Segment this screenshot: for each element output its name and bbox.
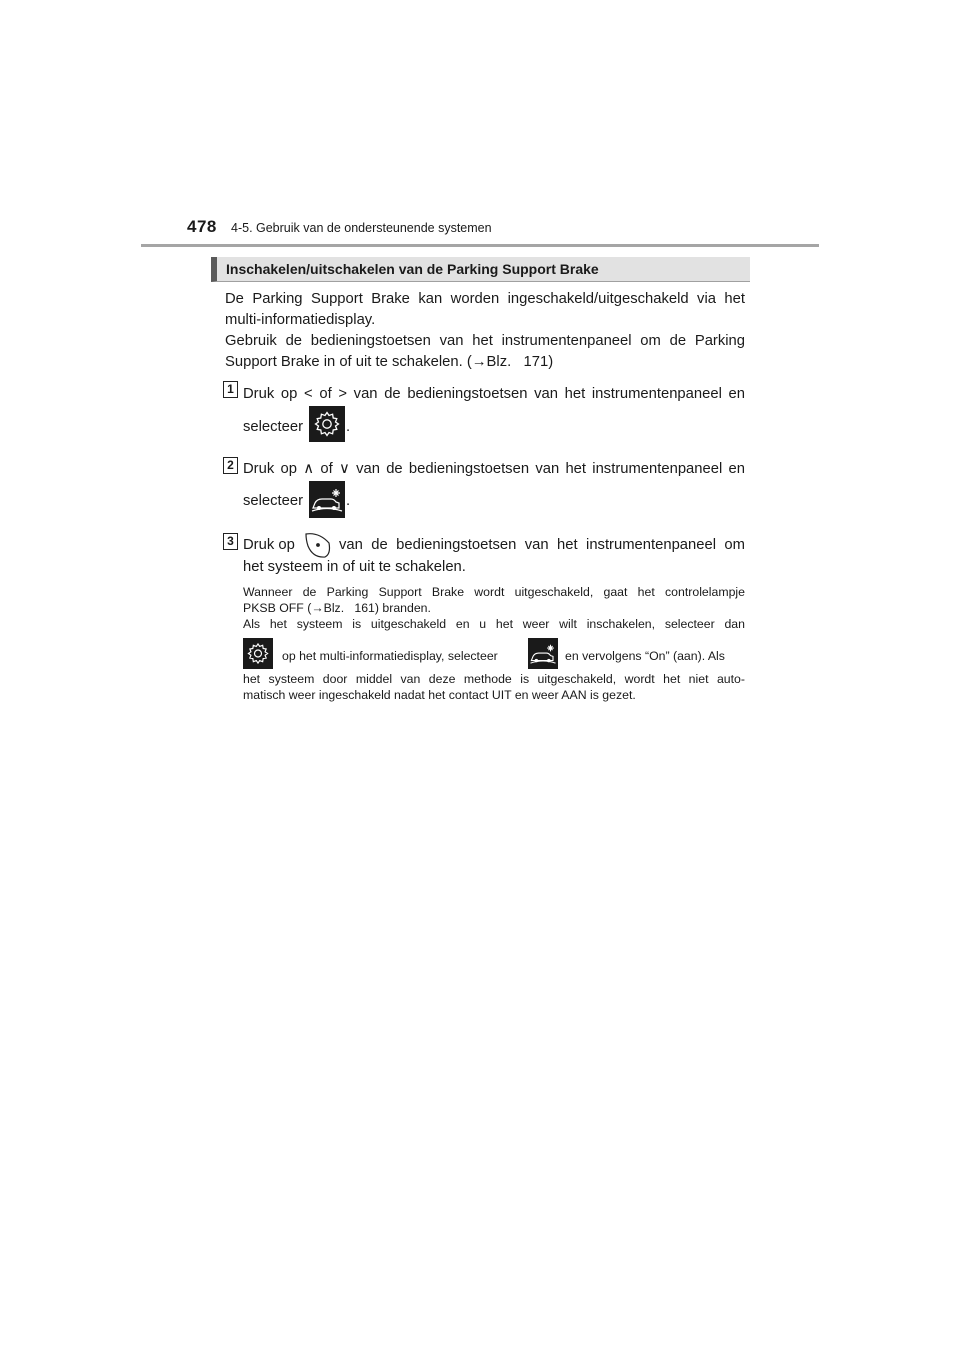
note-line-2: PKSB OFF (→Blz. 161) branden. — [243, 601, 431, 615]
step-1-number: 1 — [223, 381, 238, 398]
note-line-5: het systeem door middel van deze methode is uitgeschakeld, wordt het niet auto- — [243, 672, 745, 686]
step-1-select-label: selecteer — [243, 419, 304, 435]
step-3-line-1-rest: van de bedieningstoetsen van het instrumentenpaneel om — [339, 537, 745, 553]
intro-line-4: Support Brake in of uit te schakelen. (→Blz. 171) — [225, 354, 554, 370]
section-heading-text: Inschakelen/uitschakelen van de Parking Support Brake — [226, 261, 599, 277]
step-3-line-2: het systeem in of uit te schakelen. — [243, 559, 466, 575]
note-line-4-a: op het multi-informatiedisplay, selecteer — [282, 649, 498, 663]
settings-gear-icon — [309, 406, 345, 442]
note-settings-gear-icon — [243, 638, 273, 669]
step-1-period: . — [346, 419, 351, 435]
intro-line-2: multi-informatiedisplay. — [225, 312, 376, 328]
page-number: 478 — [187, 217, 217, 236]
step-3-number: 3 — [223, 533, 238, 550]
section-path: 4-5. Gebruik van de ondersteunende systemen — [231, 221, 492, 235]
note-line-4-b: en vervolgens “On” (aan). Als — [565, 649, 725, 663]
note-parking-support-brake-car-icon — [528, 638, 558, 669]
step-2-period: . — [346, 493, 351, 509]
header-rule — [141, 244, 819, 247]
step-1-line-1: Druk op < of > van de bedieningstoetsen van het instrumentenpaneel en — [243, 386, 745, 402]
step-2-select-label: selecteer — [243, 493, 304, 509]
note-line-3: Als het systeem is uitgeschakeld en u het weer wilt inschakelen, selecteer dan — [243, 617, 745, 631]
step-1-line-2 — [243, 417, 303, 438]
intro-line-1: De Parking Support Brake kan worden ingeschakeld/uitgeschakeld via het — [225, 291, 745, 307]
step-3-druk-op: Druk op — [243, 537, 295, 553]
enter-button-icon — [303, 530, 333, 560]
intro-line-3: Gebruik de bedieningstoetsen van het instrumentenpaneel om de Parking — [225, 333, 745, 349]
note-line-6: matisch weer ingeschakeld nadat het contact UIT en weer AAN is gezet. — [243, 688, 636, 702]
step-2-number: 2 — [223, 457, 238, 474]
parking-support-brake-car-icon — [309, 481, 345, 518]
step-2-line-2 — [243, 491, 303, 512]
section-heading — [211, 257, 750, 282]
note-line-1: Wanneer de Parking Support Brake wordt uitgeschakeld, gaat het controlelampje — [243, 585, 745, 599]
step-2-line-1: Druk op ∧ of ∨ van de bedieningstoetsen van het instrumentenpaneel en — [243, 461, 745, 477]
